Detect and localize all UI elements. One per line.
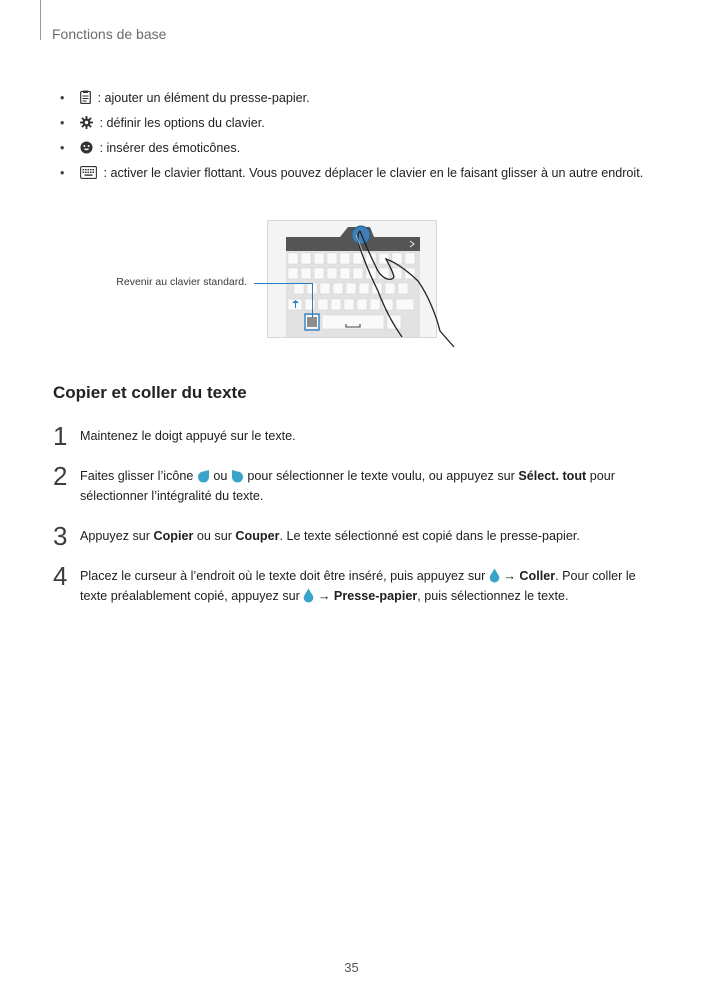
smiley-icon	[80, 141, 93, 154]
step-2	[53, 461, 653, 506]
bullet-text: : insérer des émoticônes.	[96, 141, 241, 155]
keyboard-figure	[268, 221, 436, 337]
bullet-text: : définir les options du clavier.	[96, 116, 265, 130]
step-text: Appuyez sur Copier ou sur Couper. Le texte sélectionné est copié dans le presse-papier.	[80, 529, 580, 543]
step-number: 1	[53, 421, 68, 451]
step-number: 2	[53, 461, 68, 491]
cursor-handle-icon	[489, 568, 500, 583]
selection-handle-right-icon	[231, 469, 244, 483]
keyboard-icon	[80, 166, 97, 179]
bullet-emoticons: • : insérer des émoticônes.	[60, 141, 241, 155]
step-number: 4	[53, 561, 68, 591]
selection-handle-left-icon	[197, 469, 210, 483]
bullet-clipboard: • : ajouter un élément du presse-papier.	[60, 91, 310, 105]
bullet-settings: • : définir les options du clavier.	[60, 116, 265, 130]
header-rule	[40, 0, 41, 40]
page-number: 35	[344, 960, 359, 975]
step-4	[53, 561, 653, 606]
section-title: Copier et coller du texte	[53, 383, 247, 402]
callout-line-vertical	[312, 283, 313, 318]
bullet-text: : activer le clavier flottant. Vous pouvez déplacer le clavier en le faisant glisser à un autre endroit.	[100, 166, 644, 180]
step-text: Faites glisser l’icône ou pour sélectionner le texte voulu, ou appuyez sur Sélect. tout pour sélectionner l’intégralité du texte.	[80, 469, 615, 503]
figure-caption: Revenir au clavier standard.	[116, 276, 247, 288]
bullet-list	[60, 88, 650, 188]
floating-keyboard-illustration	[267, 220, 437, 338]
step-1	[53, 421, 653, 451]
callout-line	[254, 283, 312, 284]
bullet-floating-keyboard: • : activer le clavier flottant. Vous pouvez déplacer le clavier en le faisant glisser à un autre endroit.	[60, 166, 644, 180]
step-3	[53, 521, 653, 551]
step-text: Placez le curseur à l’endroit où le texte doit être inséré, puis appuyez sur → Coller. Pour coller le texte préalablement copié, appuyez sur → Presse-papier, puis sélectionnez le texte.	[80, 569, 636, 603]
clipboard-icon	[80, 90, 91, 104]
gear-icon	[80, 116, 93, 129]
bullet-text: : ajouter un élément du presse-papier.	[94, 91, 310, 105]
step-number: 3	[53, 521, 68, 551]
header-title: Fonctions de base	[52, 26, 167, 42]
cursor-handle-icon	[303, 588, 314, 603]
step-text: Maintenez le doigt appuyé sur le texte.	[80, 429, 296, 443]
